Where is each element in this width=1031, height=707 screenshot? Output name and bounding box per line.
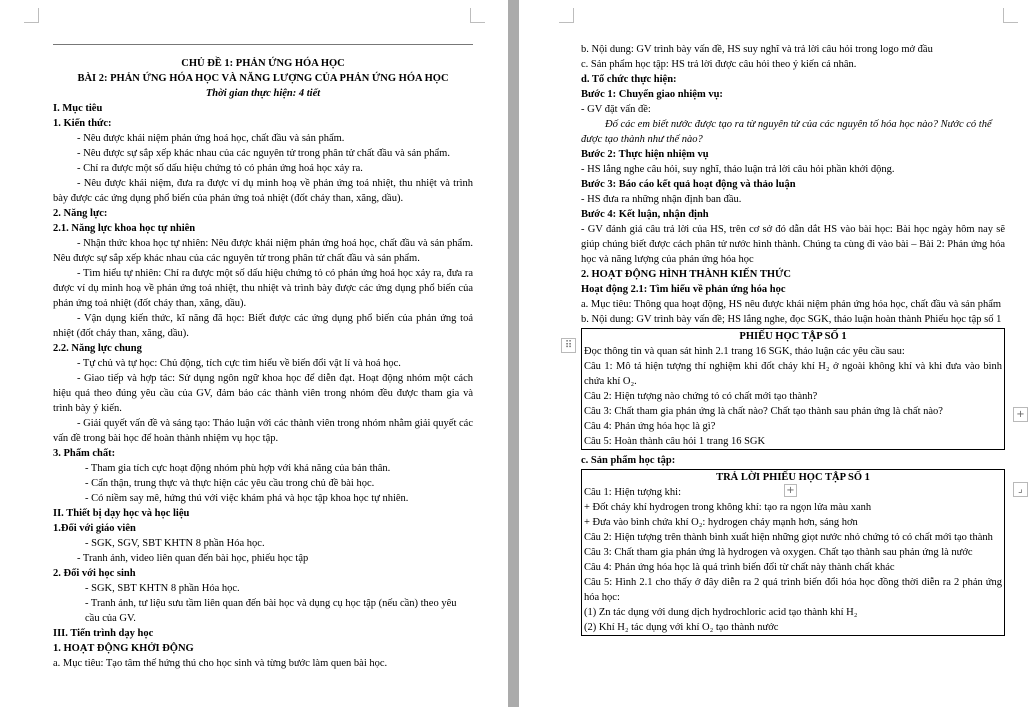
paragraph: - GV đặt vấn đề: [581,104,651,115]
paragraph: b. Nội dung: GV trình bày vấn đề; HS lắng nghe, đọc SGK, thảo luận hoàn thành Phiếu học tập số 1 [581,314,1002,325]
worksheet-line: Câu 4: Phản ứng hóa học là gì? [584,421,716,432]
answer-line: Câu 3: Chất tham gia phản ứng là hydrogen và oxygen. Chất tạo thành sau phản ứng là nước [584,547,973,558]
paragraph: Bước 1: Chuyển giao nhiệm vụ: [581,89,723,100]
answer-line: + Đốt cháy khí hydrogen trong không khí: tạo ra ngọn lửa màu xanh [584,502,872,513]
left-paragraphs [53,101,473,671]
worksheet-table-1[interactable] [581,328,1005,450]
paragraph: Bước 2: Thực hiện nhiệm vụ [581,149,709,160]
paragraph: - Nêu được khái niệm, đưa ra được ví dụ minh hoạ về phản ứng toả nhiệt, thu nhiệt và trình bày được các ứng dụng phổ biến của phản ứng toả nhiệt (đốt cháy than, xăng, dầu). [53,178,473,204]
paragraph: 2.2. Năng lực chung [53,343,142,354]
paragraph: 2. Đối với học sinh [53,568,136,579]
paragraph: - Tự chủ và tự học: Chủ động, tích cực tìm hiểu về biến đổi vật lí và hoá học. [77,358,401,369]
paragraph: 3. Phẩm chất: [53,448,116,459]
answer-line: Câu 4: Phản ứng hóa học là quá trình biến đổi từ chất này thành chất khác [584,562,895,573]
paragraph: - SGK, SGV, SBT KHTN 8 phần Hóa học. [85,538,265,549]
left-page-content[interactable] [53,56,473,671]
topic-heading: CHỦ ĐỀ 1: PHẢN ỨNG HÓA HỌC [181,58,345,69]
worksheet-questions [584,344,1002,449]
document-page-right [519,0,1031,707]
lesson-title: BÀI 2: PHẢN ỨNG HÓA HỌC VÀ NĂNG LƯỢNG CỦA PHẢN ỨNG HÓA HỌC [77,73,449,84]
paragraph: 1.Đối với giáo viên [53,523,136,534]
answer-line: (2) Khí H₂ tác dụng với khí O₂ tạo thành nước [584,622,779,633]
paragraph: 1. HOẠT ĐỘNG KHỞI ĐỘNG [53,643,194,654]
crop-mark-top-left [24,8,39,23]
paragraph: - Có niềm say mê, hứng thú với việc khám phá và học tập khoa học tự nhiên. [85,493,409,504]
answer-lines [584,485,1002,635]
paragraph: - SGK, SBT KHTN 8 phần Hóa học. [85,583,240,594]
product-label: c. Sản phẩm học tập: [581,455,676,466]
paragraph: Bước 3: Báo cáo kết quả hoạt động và thảo luận [581,179,796,190]
paragraph: 2.1. Năng lực khoa học tự nhiên [53,223,196,234]
paragraph: - Tham gia tích cực hoạt động nhóm phù hợp với khả năng của bản thân. [85,463,391,474]
crop-mark-top-right [470,8,485,23]
paragraph: Bước 4: Kết luận, nhận định [581,209,709,220]
paragraph: - Giải quyết vấn đề và sáng tạo: Thảo luận với các thành viên trong nhóm nhằm giải quyết các vấn đề trong bài học để hoàn thành nhiệm vụ học tập. [53,418,473,444]
paragraph: Đố các em biết nước được tạo ra từ nguyên tử của các nguyên tố hóa học nào? Nước có thể được tạo thành như thế nào? [581,119,992,145]
paragraph: - HS lắng nghe câu hỏi, suy nghĩ, thảo luận trả lời câu hỏi phần khởi động. [581,164,895,175]
worksheet-line: Câu 2: Hiện tượng nào chứng tỏ có chất mới tạo thành? [584,391,818,402]
paragraph: - Nhận thức khoa học tự nhiên: Nêu được khái niệm phản ứng hoá học, chất đầu và sản phẩm. Nêu được sự sắp xếp khác nhau của các nguyên tử trong phân tử chất đầu và sản phẩm. [53,238,473,264]
paragraph: Hoạt động 2.1: Tìm hiểu về phản ứng hóa học [581,284,786,295]
paragraph: b. Nội dung: GV trình bày vấn đề, HS suy nghĩ và trả lời câu hỏi trong logo mở đầu [581,44,933,55]
paragraph: - Tìm hiểu tự nhiên: Chỉ ra được một số dấu hiệu chứng tỏ có phản ứng hoá học xảy ra, đưa ra được ví dụ minh hoạ về phản ứng toả nhiệt, thu nhiệt và trình bày được các ứng dụng phổ biến của phản ứng toả nhiệt (đốt cháy than, xăng, dầu). [53,268,473,309]
answer-line: Câu 2: Hiện tượng trên thành bình xuất hiện những giọt nước nhỏ chứng tỏ có chất mới tạo thành [584,532,993,543]
answer-line: (1) Zn tác dụng với dung dịch hydrochloric acid tạo thành khí H₂ [584,607,858,618]
paragraph: 1. Kiến thức: [53,118,112,129]
paragraph: - Nêu được sự sắp xếp khác nhau của các nguyên tử trong phân tử chất đầu và sản phẩm. [77,148,450,159]
add-column-plus-icon[interactable]: + [1013,407,1028,422]
paragraph: - GV đánh giá câu trả lời của HS, trên cơ sở đó dẫn dắt HS vào bài học: Bài học ngày hôm nay sẽ giúp chúng biết được cách phân tử nước hình thành. Chúng ta cùng đi vào bài – Bài 2: Phản ứng hóa học và năng lượng của phản ứng hóa học [581,224,1005,265]
worksheet-title: PHIẾU HỌC TẬP SỐ 1 [739,331,847,342]
worksheet-line: Câu 5: Hoàn thành câu hỏi 1 trang 16 SGK [584,436,766,447]
answer-line: Câu 1: Hiện tượng khi: [584,487,681,498]
paragraph: - Chỉ ra được một số dấu hiệu chứng tỏ có phản ứng hoá học xảy ra. [77,163,363,174]
crop-mark-top-right [1003,8,1018,23]
answer-line: Câu 5: Hình 2.1 cho thấy ở đây diễn ra 2 quá trình biến đổi hóa học đồng thời diễn ra 2 phản ứng hóa học: [584,577,1002,603]
paragraph: d. Tổ chức thực hiện: [581,74,677,85]
paragraph: 2. HOẠT ĐỘNG HÌNH THÀNH KIẾN THỨC [581,269,791,280]
paragraph: - Nêu được khái niệm phản ứng hoá học, chất đầu và sản phẩm. [77,133,345,144]
paragraph: I. Mục tiêu [53,103,103,114]
duration-line: Thời gian thực hiện: 4 tiết [205,88,321,99]
right-paragraphs [581,42,1005,327]
worksheet-line: Đọc thông tin và quan sát hình 2.1 trang 16 SGK, thảo luận các yêu cầu sau: [584,346,905,357]
paragraph: - Tranh ảnh, tư liệu sưu tầm liên quan đến bài học và dụng cụ học tập (nếu cần) theo yêu cầu của GV. [85,598,457,624]
paragraph: II. Thiết bị dạy học và học liệu [53,508,190,519]
table-resize-handle-icon[interactable]: ⌟ [1013,482,1028,497]
paragraph: a. Mục tiêu: Tạo tâm thế hứng thú cho học sinh và từng bước làm quen bài học. [53,658,388,669]
answer-line: + Đưa vào bình chứa khí O₂: hydrogen cháy mạnh hơn, sáng hơn [584,517,858,528]
paragraph: a. Mục tiêu: Thông qua hoạt động, HS nêu được khái niệm phản ứng hóa học, chất đầu và sản phẩm [581,299,1002,310]
worksheet-line: Câu 1: Mô tả hiện tượng thí nghiệm khi đốt cháy khí H₂ ở ngoài không khí và khi đưa vào bình chứa khí O₂. [584,361,1002,387]
document-page-left [0,0,508,707]
add-row-plus-icon[interactable]: + [784,484,797,497]
answer-title: TRẢ LỜI PHIẾU HỌC TẬP SỐ 1 [716,472,870,483]
header-rule [53,44,473,45]
worksheet-line: Câu 3: Chất tham gia phản ứng là chất nào? Chất tạo thành sau phản ứng là chất nào? [584,406,943,417]
paragraph: 2. Năng lực: [53,208,108,219]
paragraph: - Tranh ảnh, video liên quan đến bài học, phiếu học tập [77,553,309,564]
crop-mark-top-left [559,8,574,23]
right-page-content[interactable] [581,42,1005,639]
paragraph: - Giao tiếp và hợp tác: Sử dụng ngôn ngữ khoa học để diễn đạt. Hoạt động nhóm một cách hiệu quả theo đúng yêu cầu của GV, đảm bảo các thành viên trong nhóm đều được tham gia và trình bày ý kiến. [53,373,473,414]
paragraph: - HS đưa ra những nhận định ban đầu. [581,194,742,205]
table-move-handle-icon[interactable]: ⠿ [561,338,576,353]
paragraph: - Vận dụng kiến thức, kĩ năng đã học: Biết được các ứng dụng phổ biến của phản ứng toả nhiệt (đốt cháy than, xăng, dầu). [53,313,473,339]
paragraph: - Cẩn thận, trung thực và thực hiện các yêu cầu trong chủ đề bài học. [85,478,375,489]
paragraph: III. Tiến trình dạy học [53,628,154,639]
paragraph: c. Sản phẩm học tập: HS trả lời được câu hỏi theo ý kiến cá nhân. [581,59,857,70]
